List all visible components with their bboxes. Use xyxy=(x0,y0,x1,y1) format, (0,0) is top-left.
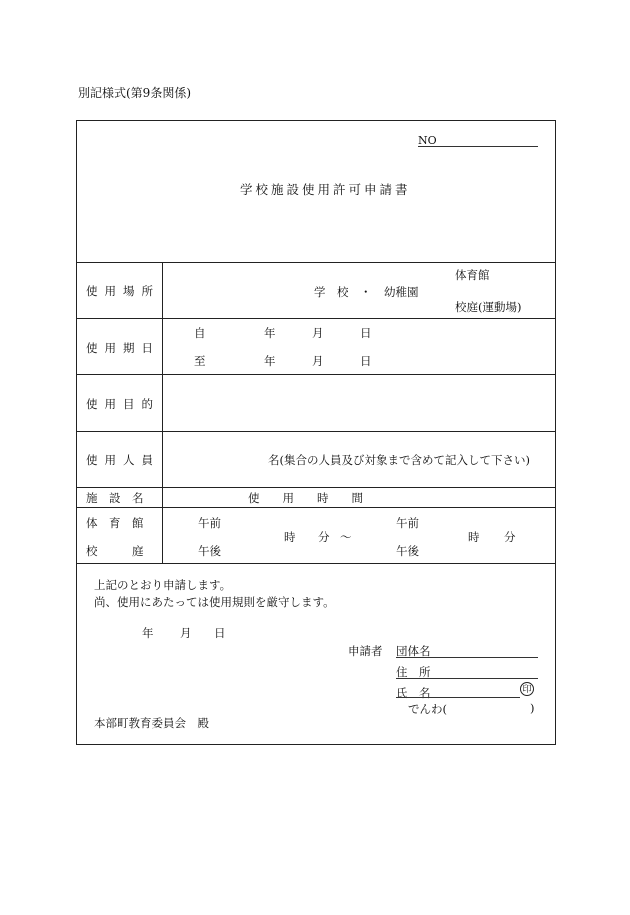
declaration-line1: 上記のとおり申請します。 xyxy=(94,578,232,592)
period-to-month: 月 xyxy=(312,354,324,368)
start-pm: 午後 xyxy=(198,544,221,558)
place-school: 学 校 xyxy=(314,285,349,299)
purpose-label: 使用目的 xyxy=(86,397,160,411)
phone-label: でんわ( xyxy=(408,702,447,716)
no-label: NO xyxy=(418,134,437,147)
address-line xyxy=(396,678,538,679)
place-ground: 校庭(運動場) xyxy=(455,300,522,314)
end-minute: 分 xyxy=(504,530,516,544)
facility-label: 施 設 名 xyxy=(86,491,144,505)
form-reference: 別記様式(第9条関係) xyxy=(78,86,191,100)
people-note: 名(集合の人員及び対象まで含めて記入して下さい) xyxy=(268,453,530,467)
date-day: 日 xyxy=(214,626,226,640)
label-column-divider xyxy=(162,262,163,563)
ground-label: 校 庭 xyxy=(86,544,144,558)
place-label: 使用場所 xyxy=(86,284,160,298)
row-divider xyxy=(76,563,556,564)
phone-close: ) xyxy=(530,701,535,715)
time-header: 使 用 時 間 xyxy=(248,491,363,505)
period-from-month: 月 xyxy=(312,326,324,340)
people-label: 使用人員 xyxy=(86,453,160,467)
group-name-label: 団体名 xyxy=(396,644,431,658)
frame-right xyxy=(555,120,556,744)
no-underline xyxy=(418,146,538,147)
end-am: 午前 xyxy=(396,516,419,530)
start-hour: 時 xyxy=(284,530,296,544)
place-gym: 体育館 xyxy=(455,268,490,282)
end-hour: 時 xyxy=(468,530,480,544)
row-divider xyxy=(76,318,556,319)
form-title: 学校施設使用許可申請書 xyxy=(240,182,411,197)
name-label: 氏 名 xyxy=(396,686,431,700)
date-month: 月 xyxy=(180,626,192,640)
frame-left xyxy=(76,120,77,744)
applicant-label: 申請者 xyxy=(348,644,383,658)
place-kindergarten: 幼稚園 xyxy=(384,285,419,299)
start-am: 午前 xyxy=(198,516,221,530)
end-pm: 午後 xyxy=(396,544,419,558)
addressee: 本部町教育委員会 殿 xyxy=(94,716,209,730)
period-to-day: 日 xyxy=(360,354,372,368)
start-minute: 分 xyxy=(318,530,330,544)
row-divider xyxy=(76,507,556,508)
tilde: 〜 xyxy=(340,530,352,544)
row-divider xyxy=(76,487,556,488)
group-name-line xyxy=(396,657,538,658)
address-label: 住 所 xyxy=(396,665,431,679)
row-divider xyxy=(76,262,556,263)
row-divider xyxy=(76,431,556,432)
frame-top xyxy=(76,120,556,121)
declaration-line2: 尚、使用にあたっては使用規則を厳守します。 xyxy=(94,595,335,609)
frame-bottom xyxy=(76,744,556,745)
period-to-year: 年 xyxy=(264,354,276,368)
name-line xyxy=(396,697,520,698)
place-dot: ・ xyxy=(360,285,372,299)
period-to: 至 xyxy=(194,354,206,368)
gym-label: 体 育 館 xyxy=(86,516,144,530)
period-from-year: 年 xyxy=(264,326,276,340)
period-label: 使用期日 xyxy=(86,341,160,355)
period-from-day: 日 xyxy=(360,326,372,340)
row-divider xyxy=(76,374,556,375)
seal-mark: 印 xyxy=(520,682,534,696)
date-year: 年 xyxy=(142,626,154,640)
period-from: 自 xyxy=(194,326,206,340)
